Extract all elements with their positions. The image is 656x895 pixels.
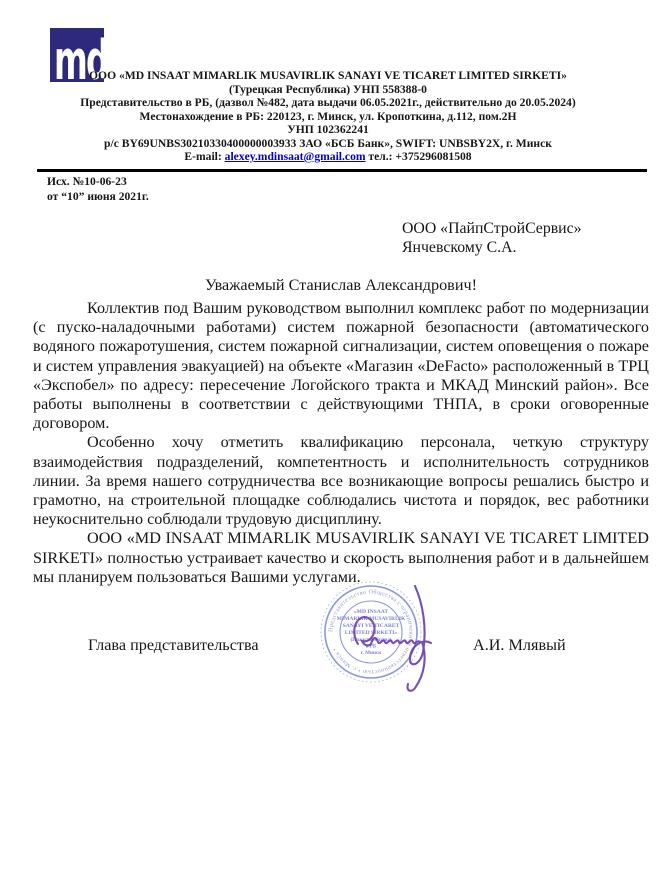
bank-details: р/с BY69UNBS30210330400000003933 ЗАО «БСБ Банк», SWIFT: UNBSBY2X, г. Минск — [104, 136, 552, 150]
company-unp: УНП 102362241 — [287, 123, 369, 136]
company-name: ООО «MD INSAAT MIMARLIK MUSAVIRLIK SANAYI VE TICARET LIMITED SIRKETI» — [89, 69, 567, 82]
svg-text:LIMITED SIRKETI»: LIMITED SIRKETI» — [344, 630, 398, 636]
letterhead — [0, 69, 656, 164]
svg-text:MIMARLIK MUSAVIRLIK: MIMARLIK MUSAVIRLIK — [336, 616, 406, 622]
signature-title: Глава представительства — [88, 636, 259, 654]
company-address: Местонахождение в РБ: 220123, г. Минск, ул. Кропоткина, д.112, пом.2Н — [139, 109, 517, 123]
email-link[interactable]: alexey.mdinsaat@gmail.com — [224, 150, 366, 163]
body-paragraph-2: Особенно хочу отметить квалификацию персонала, четкую структуру взаимодействия подразделений, компетентность и исполнительность сотрудников линии. За время нашего сотрудничества все возникающие вопросы решались быстро и грамотно, на строительной площадке соблюдались чистота и порядок, вес работники неукоснительно соблюдали трудовую дисциплину. — [33, 433, 649, 529]
ref-number: Исх. №10-06-23 — [47, 175, 127, 188]
seal-center-text — [337, 609, 406, 656]
body-paragraph-1: Коллектив под Вашим руководством выполнил комплекс работ по модернизации (с пуско-наладочными работами) систем пожарной безопасности (автоматического водяного пожаротушения, систем пожарной сигнализации, систем оповещения о пожаре и систем управления эвакуацией) на объекте «Магазин «DeFacto» расположенный в ТРЦ «Экспобел» по адресу: пересечение Логойского тракта и МКАД Минский район». Все работы выполнены в соответствии с действующими ТНПА, в сроки оговоренные договором. — [33, 299, 649, 433]
svg-text:г. Минск: г. Минск — [360, 650, 382, 656]
representation-permit: Представительство в РБ, (дазвол №482, дата выдачи 06.05.2021г., действительно до 20.05.2024) — [80, 96, 576, 109]
body-paragraph-3: ООО «MD INSAAT MIMARLIK MUSAVIRLIK SANAYI VE TICARET LIMITED SIRKETI» полностью устраивает качество и скорость выполнения работ и в дальнейшем мы планируем пользоваться Вашими услугами. — [33, 529, 649, 586]
recipient-company: ООО «ПайпСтройСервис» — [402, 220, 582, 237]
ref-block — [47, 175, 149, 204]
logo-md-text: md — [54, 29, 108, 92]
letter-body — [33, 299, 649, 587]
svg-text:(Прадстаўніцтва): (Прадстаўніцтва) — [350, 637, 392, 643]
ref-date: от “10” июня 2021г. — [47, 189, 149, 203]
header-divider-rule — [37, 169, 647, 172]
seal-ring-text: Представительство Общества с ограниченной ответственностью • г. Минск • — [328, 589, 414, 675]
signature-name: А.И. Млявый — [473, 636, 566, 654]
recipient-block — [402, 220, 582, 258]
company-country-unp: (Турецкая Республика) УНП 558388-0 — [229, 82, 427, 96]
recipient-person: Янчевскому С.А. — [402, 238, 517, 256]
svg-text:SANAYI VE TICARET: SANAYI VE TICARET — [342, 623, 400, 629]
contact-line — [0, 150, 656, 164]
email-label: E-mail: — [184, 150, 225, 163]
svg-text:в РБ: в РБ — [365, 643, 377, 650]
svg-text:«MD INSAAT: «MD INSAAT — [353, 609, 389, 615]
phone-number: тел.: +375296081508 — [365, 150, 472, 163]
salutation: Уважаемый Станислав Александрович! — [204, 276, 478, 294]
company-seal-stamp — [316, 576, 466, 714]
